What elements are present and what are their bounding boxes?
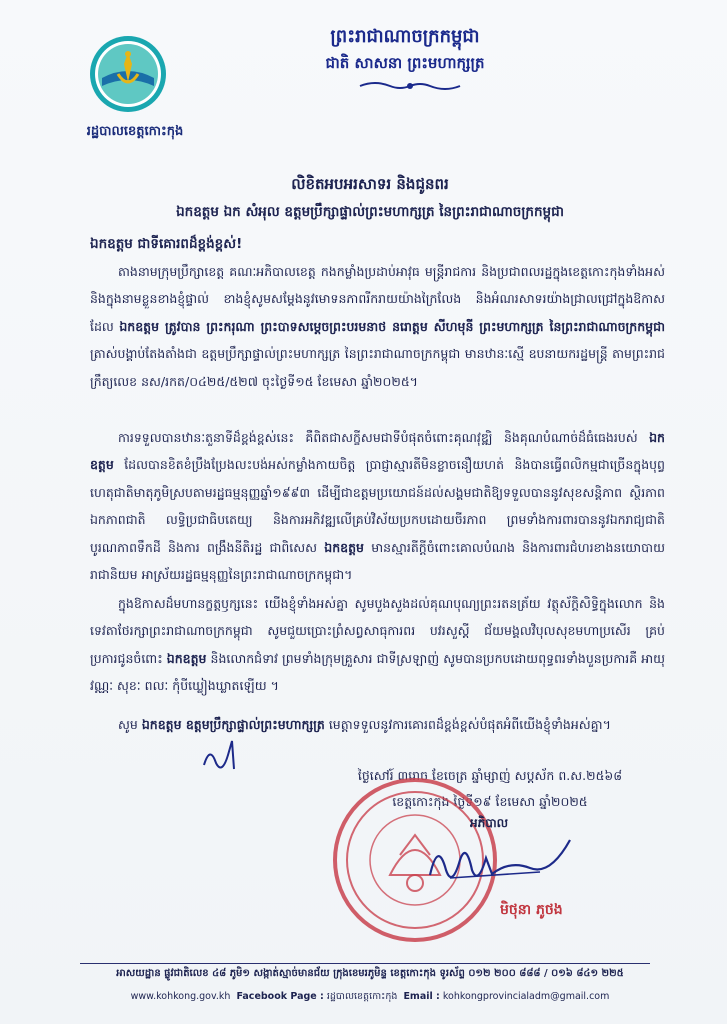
solar-date: ខេត្តកោះកុង ថ្ងៃទី១៩ ខែមេសា ឆ្នាំ២០២៥ <box>392 794 588 809</box>
email-label: Email : <box>403 991 440 1002</box>
paragraph-2-text-a: ការទទួលបានឋានៈតួនាទីដ៏ខ្ពង់ខ្ពស់នេះ គឺពិតជាសក្ខីសមជាទីបំផុតចំពោះគុណវុឌ្ឍិ និងគុណបំណាច់ដ៏ធំធេងរបស់ <box>118 430 638 445</box>
footer-contacts <box>60 990 680 1004</box>
paragraph-1 <box>90 258 665 395</box>
paragraph-3-text-c: និងលោកជំទាវ ព្រមទាំងក្រុមគ្រួសារ ជាទីស្រឡាញ់ សូមបានប្រកបដោយពុទ្ធពរទាំងបួនប្រការគឺ អាយុ វណ្ណៈ សុខៈ ពលៈ កុំបីឃ្លៀងឃ្លាតឡើយ ។ <box>90 650 666 694</box>
tacteng-ornament <box>355 78 465 94</box>
document-title: លិខិតអបអរសាទរ និងជូនពរ <box>291 175 449 193</box>
paragraph-2-emphasis-1: ឯកឧត្តម <box>90 430 665 473</box>
signatory-name: មិថុនា ភូថង <box>500 902 563 918</box>
footer-divider <box>80 963 650 964</box>
provincial-logo <box>88 34 168 114</box>
paragraph-2-text-c: ដែលបានខិតខំប្រឹងប្រែងលះបង់អស់កម្លាំងកាយចិត្ត ប្រាជ្ញាស្មារតីមិនខ្លាចនឿយហត់ និងបានធ្វើពលិកម្មជាច្រើនក្នុងបុព្វហេតុជាតិមាតុភូមិស្របតាមរដ្ឋធម្មនុញ្ញឆ្នាំ១៩៩៣ ដើម្បីជាឧត្តមប្រយោជន៍ដល់សង្គមជាតិឱ្យទទួលបាននូវសុខសន្តិភាព ស្ថិរភាព ឯកភាពជាតិ លទ្ធិប្រជាធិបតេយ្យ និងការអភិវឌ្ឍលើគ្រប់វិស័យប្រកបដោយចីរភាព ព្រមទាំងការពារបាននូវឯករាជ្យជាតិ បូរណភាពទឹកដី និងការ ពង្រឹងនីតិរដ្ឋ ជាពិសេស <box>90 457 665 555</box>
facebook-label: Facebook Page : <box>236 991 324 1002</box>
footer-address: អាសយដ្ឋាន ផ្លូវជាតិលេខ ៤៨ ភូមិ១ សង្កាត់ស្មាច់មានជ័យ ក្រុងខេមរភូមិន្ទ ខេត្តកោះកុង ទូរស័ព្ទ ០១២ ២០០ ៨៨៨ / ០១៦ ៨៤១ ២២៥ <box>116 968 624 979</box>
national-motto: ជាតិ សាសនា ព្រះមហាក្សត្រ <box>325 54 485 72</box>
salutation: ឯកឧត្តម ជាទីគោរពដ៏ខ្ពង់ខ្ពស់! <box>90 236 243 252</box>
paragraph-1-text-c: ត្រាស់បង្គាប់តែងតាំងជា ឧត្តមប្រឹក្សាផ្ទាល់ព្រះមហាក្សត្រ នៃព្រះរាជាណាចក្រកម្ពុជា មានឋានៈស្មើ ឧបនាយករដ្ឋមន្ត្រី តាមព្រះរាជក្រឹត្យលេខ នស/រកត/០៤២៥/៥២៧ ចុះថ្ងៃទី១៥ ខែមេសា ឆ្នាំ២០២៥។ <box>90 346 665 389</box>
paragraph-2 <box>90 424 665 588</box>
org-name: រដ្ឋបាលខេត្តកោះកុង <box>86 124 184 139</box>
paragraph-2-text-e: មានស្មារតីក្ដីចំពោះគោលបំណង និងការពារជំហរខាងនយោបាយរាជានិយម អាស្រ័យរដ្ឋធម្មនុញ្ញនៃព្រះរាជាណាចក្រកម្ពុជា។ <box>90 539 665 583</box>
paragraph-1-emphasis: ឯកឧត្តម ត្រូវបាន ព្រះករុណា ព្រះបាទសម្តេចព្រះបរមនាថ នរោត្តម សីហមុនី ព្រះមហាក្សត្រ នៃព្រះរាជាណាចក្រកម្ពុជា <box>119 318 665 334</box>
website-link[interactable]: www.kohkong.gov.kh <box>130 991 231 1002</box>
paragraph-2-emphasis-2: ឯកឧត្តម <box>324 539 364 555</box>
paragraph-3-text-a: ក្នុងឱកាសដ៏មហានក្ខត្តឫក្សនេះ យើងខ្ញុំទាំងអស់គ្នា សូមបួងសួងដល់គុណបុណ្យព្រះរតនត្រ័យ វត្ថុស័ក្តិសិទ្ធិក្នុងលោក និងទេវតាថែរក្សាព្រះរាជាណាចក្រកម្ពុជា សូមជួយប្រោះព្រំសព្វសាធុការពរ បវរសួស្តី ជ័យមង្គលវិបុលសុខមហាប្រសើរ គ្រប់ប្រការជូនចំពោះ <box>90 596 665 666</box>
paragraph-1-text-a: តាងនាមក្រុមប្រឹក្សាខេត្ត គណៈអភិបាលខេត្ត កងកម្លាំងប្រដាប់អាវុធ មន្ត្រីរាជការ និងប្រជាពលរដ្ឋក្នុងខេត្តកោះកុងទាំងអស់ និងក្នុងនាមខ្លួនខាងខ្ញុំផ្ទាល់ ខាងខ្ញុំសូមសម្តែងនូវមោទនភាពរីករាយយ៉ាងក្រៃលែង និងអំណរសាទរយ៉ាងជ្រាលជ្រៅក្នុងឱកាសដែល <box>90 264 665 334</box>
lunar-date: ថ្ងៃសៅរ៍ ៣រោច ខែចេត្រ ឆ្នាំម្សាញ់ សប្តស័ក ព.ស.២៥៦៨ <box>357 768 623 783</box>
closing-text-c: មេត្តាទទួលនូវការគោរពដ៏ខ្ពង់ខ្ពស់បំផុតអំពីយើងខ្ញុំទាំងអស់គ្នា។ <box>328 717 611 732</box>
initial-mark <box>200 735 260 775</box>
paragraph-3-emphasis: ឯកឧត្តម <box>166 650 207 666</box>
closing-emphasis: ឯកឧត្តម ឧត្តមប្រឹក្សាផ្ទាល់ព្រះមហាក្សត្រ <box>141 717 325 732</box>
document-subtitle: ឯកឧត្តម ឯក សំអុល ឧត្តមប្រឹក្សាផ្ទាល់ព្រះមហាក្សត្រ នៃព្រះរាជាណាចក្រកម្ពុជា <box>176 204 564 220</box>
facebook-link[interactable]: រដ្ឋបាលខេត្តកោះកុង <box>326 991 398 1002</box>
email-link[interactable]: kohkongprovincialadm@gmail.com <box>442 991 610 1002</box>
signatory-title: អភិបាល <box>470 816 509 830</box>
signature <box>420 820 580 890</box>
kingdom-heading: ព្រះរាជាណាចក្រកម្ពុជា <box>330 26 480 47</box>
closing-text-a: សូម <box>118 717 138 732</box>
paragraph-3 <box>90 590 665 700</box>
